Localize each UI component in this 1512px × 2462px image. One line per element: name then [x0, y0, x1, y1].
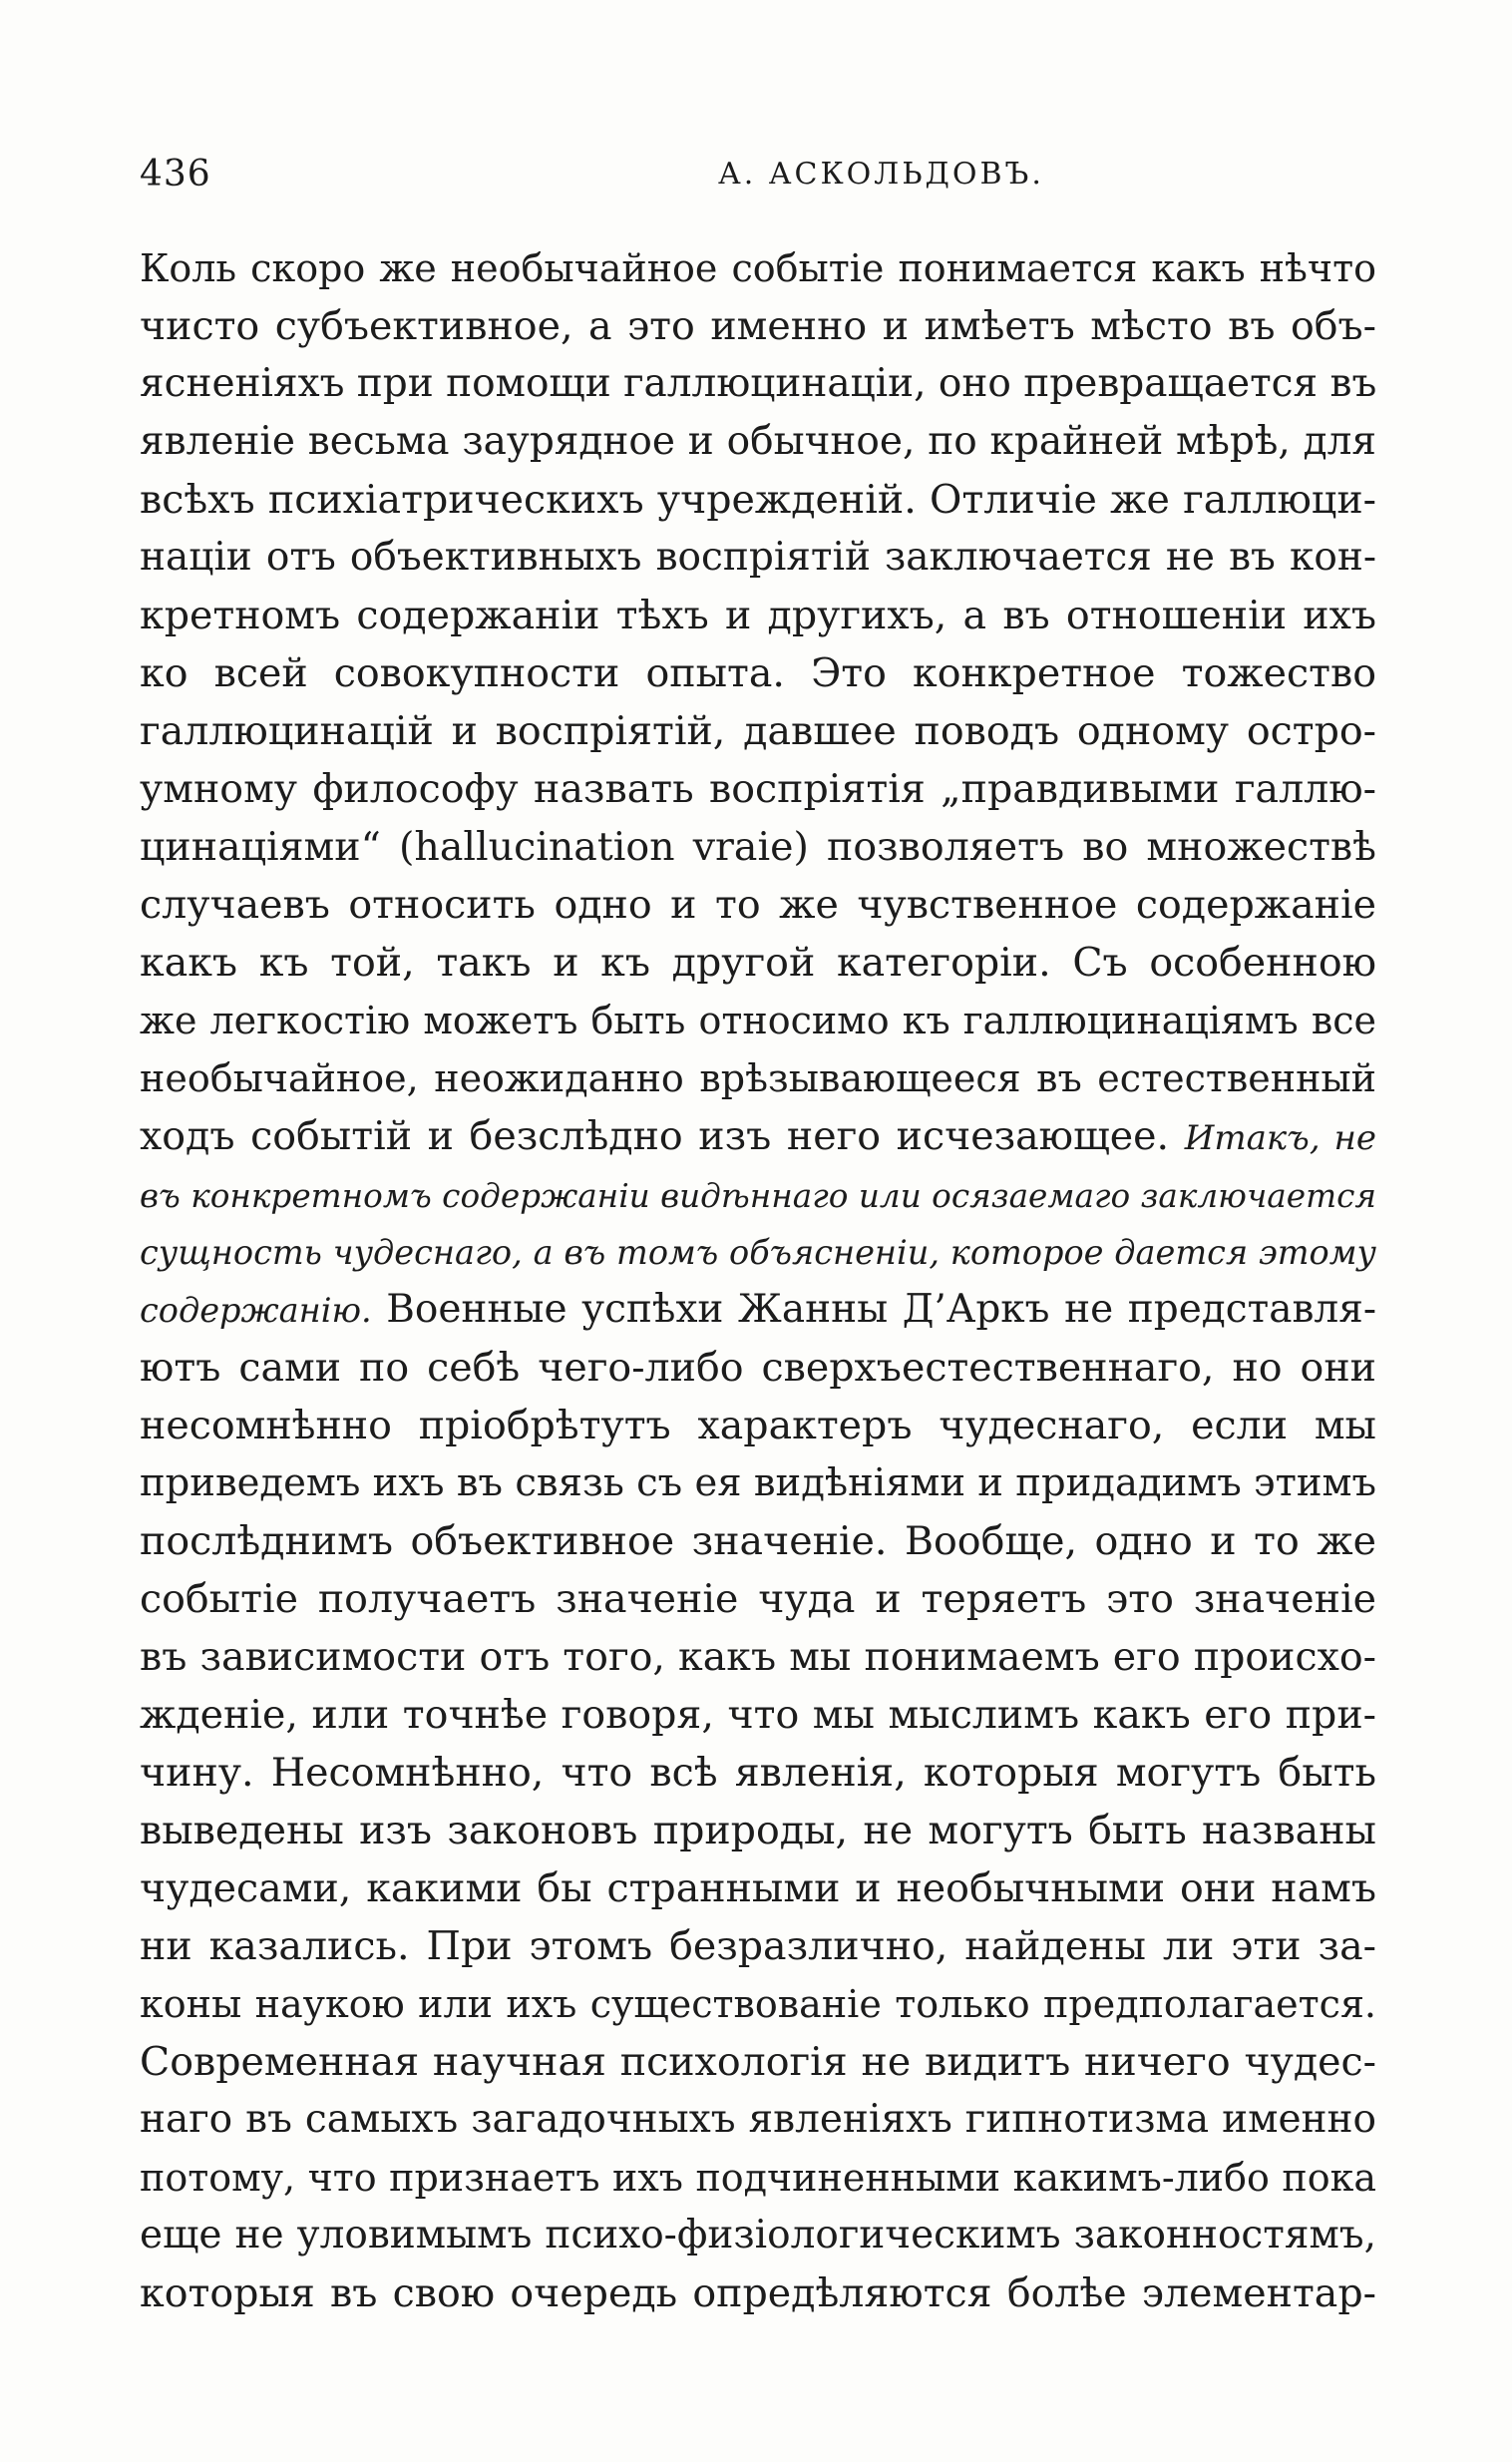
text-segment: послѣднимъ объективное значеніе. Вообще, одно и то же [140, 1518, 1376, 1564]
text-segment: наго въ самыхъ загадочныхъ явленіяхъ гипнотизма именно [140, 2097, 1376, 2142]
text-segment: несомнѣнно пріобрѣтутъ характеръ чудеснаго, если мы [140, 1403, 1376, 1448]
text-segment: еще не уловимымъ психо-физіологическимъ законностямъ, [140, 2213, 1376, 2257]
text-line [140, 992, 1376, 1049]
text-segment: кретномъ содержаніи тѣхъ и другихъ, а въ отношеніи ихъ [140, 593, 1376, 638]
text-line [140, 1223, 1376, 1281]
text-line [140, 1917, 1376, 1975]
text-line [140, 1107, 1376, 1165]
text-segment: цинаціями“ (hallucination vraie) позволяетъ во множествѣ [140, 824, 1376, 870]
text-line [140, 1628, 1376, 1686]
italic-text-segment: въ конкретномъ содержаніи видѣннаго или осязаемаго заключается [140, 1177, 1376, 1215]
text-line [140, 1339, 1376, 1397]
text-line [140, 2091, 1376, 2149]
text-segment: жденіе, или точнѣе говоря, что мы мыслимъ какъ его при- [140, 1692, 1376, 1738]
text-segment: ходъ событій и безслѣдно изъ него исчезающее. [140, 1113, 1185, 1159]
text-line [140, 297, 1376, 355]
text-segment: чисто субъективное, а это именно и имѣетъ мѣсто въ объ- [140, 303, 1376, 349]
italic-text-segment: содержанію. [140, 1291, 372, 1330]
text-line [140, 644, 1376, 702]
text-line [140, 1570, 1376, 1628]
text-line [140, 529, 1376, 587]
text-segment: явленіе весьма заурядное и обычное, по крайней мѣрѣ, для [140, 419, 1376, 464]
text-segment: Коль скоро же необычайное событіе понимается какъ нѣчто [140, 246, 1376, 290]
text-line [140, 1686, 1376, 1744]
text-line [140, 355, 1376, 413]
text-line [140, 1975, 1376, 2033]
text-segment: умному философу назвать воспріятія „правдивыми галлю- [140, 766, 1376, 812]
page-number: 436 [140, 154, 211, 195]
italic-text-segment: сущность чудеснаго, а въ томъ объясненіи, которое дается этому [140, 1233, 1376, 1272]
text-line [140, 1165, 1376, 1223]
text-line [140, 1281, 1376, 1339]
text-segment: же легкостію можетъ быть относимо къ галлюцинаціямъ все [140, 999, 1376, 1042]
text-segment: всѣхъ психіатрическихъ учрежденій. Отличіе же галлюци- [140, 477, 1376, 523]
text-segment: ясненіяхъ при помощи галлюцинаціи, оно превращается въ [140, 361, 1376, 406]
text-segment: необычайное, неожиданно врѣзывающееся въ естественный [140, 1056, 1376, 1100]
text-line [140, 471, 1376, 529]
text-segment: Военные успѣхи Жанны Д’Аркъ не представля- [371, 1287, 1376, 1332]
text-line [140, 1802, 1376, 1859]
text-line [140, 760, 1376, 818]
italic-text-segment: Итакъ, не [1184, 1118, 1376, 1158]
text-line [140, 1397, 1376, 1454]
text-line [140, 1049, 1376, 1107]
text-segment: Современная научная психологія не видитъ ничего чудес- [140, 2039, 1376, 2085]
text-segment: потому, что признаетъ ихъ подчиненными какимъ-либо пока [140, 2156, 1376, 2200]
text-line [140, 239, 1376, 297]
text-segment: націи отъ объективныхъ воспріятій заключается не въ кон- [140, 535, 1376, 580]
text-line [140, 413, 1376, 471]
text-line [140, 587, 1376, 644]
text-segment: событіе получаетъ значеніе чуда и теряетъ это значеніе [140, 1576, 1376, 1622]
text-line [140, 2149, 1376, 2207]
running-title: А. АСКОЛЬДОВЪ. [718, 157, 1044, 192]
text-segment: выведены изъ законовъ природы, не могутъ быть названы [140, 1808, 1376, 1853]
text-line [140, 934, 1376, 992]
text-line [140, 818, 1376, 876]
text-segment: коны наукою или ихъ существованіе только предполагается. [140, 1982, 1376, 2026]
text-segment: ко всей совокупности опыта. Это конкретное тожество [140, 650, 1376, 696]
text-line [140, 702, 1376, 760]
text-segment: галлюцинацій и воспріятій, давшее поводъ одному остро- [140, 708, 1376, 754]
text-line [140, 2264, 1376, 2322]
text-line [140, 1512, 1376, 1570]
body-text [140, 239, 1376, 2322]
text-segment: случаевъ относить одно и то же чувственное содержаніе [140, 882, 1376, 928]
text-line [140, 1744, 1376, 1802]
text-line [140, 1454, 1376, 1512]
text-line [140, 876, 1376, 934]
text-line [140, 2033, 1376, 2091]
text-segment: чудесами, какими бы странными и необычными они намъ [140, 1865, 1376, 1911]
text-line [140, 2207, 1376, 2264]
text-line [140, 1859, 1376, 1917]
text-segment: какъ къ той, такъ и къ другой категоріи. Съ особенною [140, 940, 1376, 986]
text-segment: ни казались. При этомъ безразлично, найдены ли эти за- [140, 1923, 1376, 1969]
text-segment: въ зависимости отъ того, какъ мы понимаемъ его происхо- [140, 1634, 1376, 1680]
text-segment: чину. Несомнѣнно, что всѣ явленія, которыя могутъ быть [140, 1750, 1376, 1796]
text-segment: которыя въ свою очередь опредѣляются болѣе элементар- [140, 2270, 1376, 2316]
text-segment: ютъ сами по себѣ чего-либо сверхъестественнаго, но они [140, 1345, 1376, 1391]
running-head [140, 150, 1376, 200]
text-segment: приведемъ ихъ въ связь съ ея видѣніями и придадимъ этимъ [140, 1460, 1376, 1505]
